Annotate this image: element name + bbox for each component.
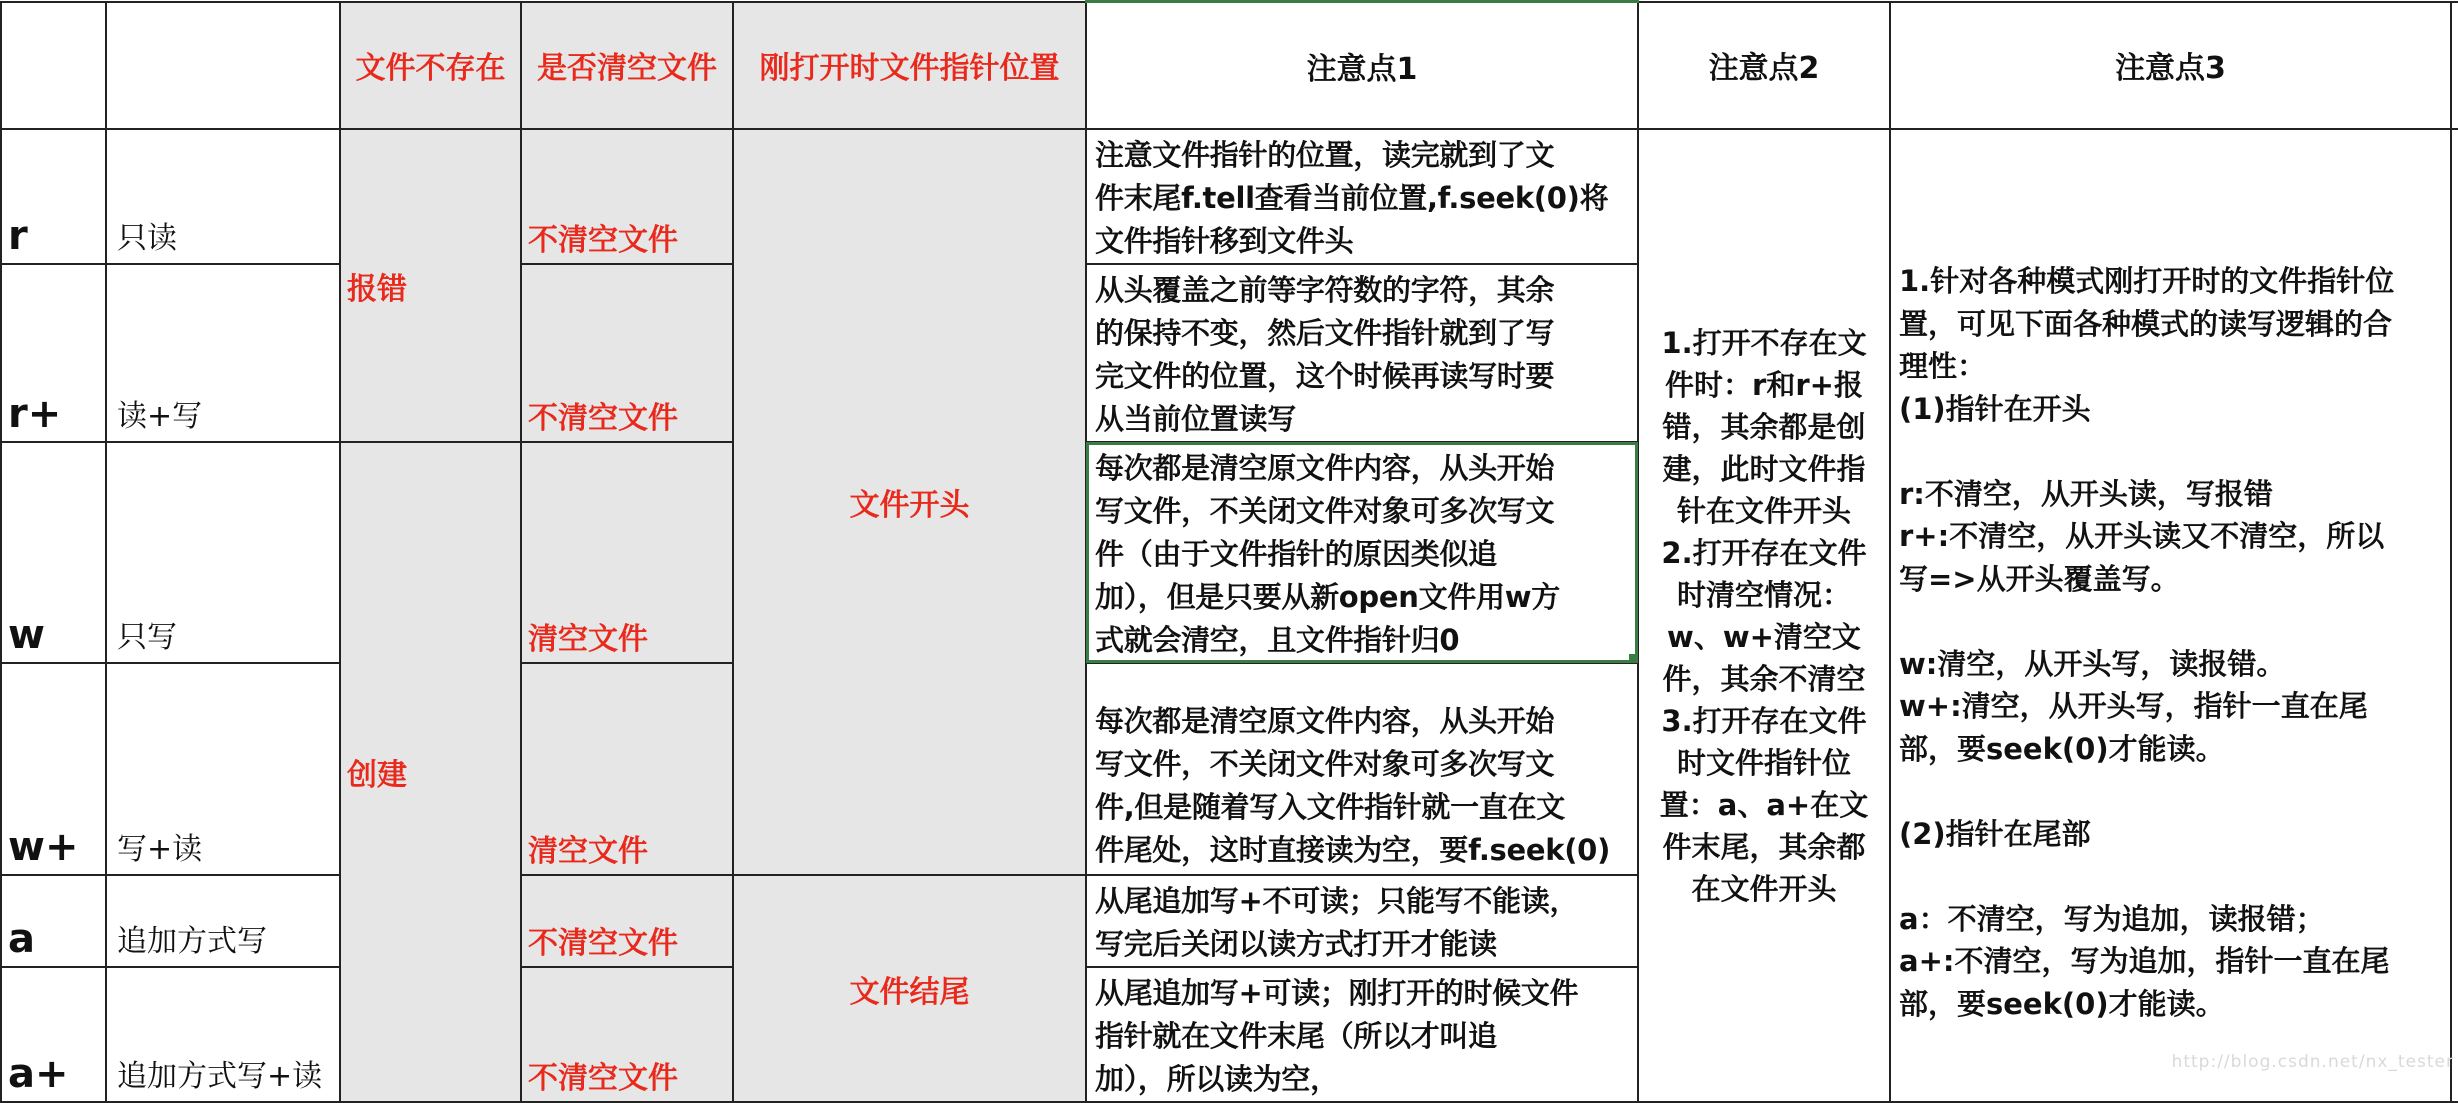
mode-cell[interactable]: r bbox=[1, 129, 106, 264]
selection-fill-handle[interactable] bbox=[1629, 654, 1638, 663]
mode-desc-cell[interactable]: 读+写 bbox=[106, 264, 340, 442]
note1-cell-selected[interactable]: 每次都是清空原文件内容，从头开始 写文件，不关闭文件对象可多次写文 件（由于文件指针的原因类似追 加），但是只要从新open文件用w方 式就会清空，且文件指针归0 bbox=[1086, 442, 1638, 663]
clear-cell[interactable]: 不清空文件 bbox=[521, 264, 733, 442]
mode-desc-cell[interactable]: 只读 bbox=[106, 129, 340, 264]
header-pointer[interactable]: 刚打开时文件指针位置 bbox=[733, 2, 1086, 130]
header-clear[interactable]: 是否清空文件 bbox=[521, 2, 733, 130]
note1-cell[interactable]: 注意文件指针的位置，读完就到了文 件末尾f.tell查看当前位置,f.seek(0)将 文件指针移到文件头 bbox=[1086, 129, 1638, 264]
note1-cell[interactable]: 从尾追加写+可读；刚打开的时候文件 指针就在文件末尾（所以才叫追 加），所以读为空， bbox=[1086, 967, 1638, 1102]
edge-cell bbox=[2451, 2, 2458, 130]
pointer-end-cell[interactable]: 文件结尾 bbox=[733, 875, 1086, 1102]
header-note2[interactable]: 注意点2 bbox=[1638, 2, 1890, 130]
header-empty-cell[interactable] bbox=[1, 2, 106, 130]
clear-cell[interactable]: 清空文件 bbox=[521, 442, 733, 663]
header-note3[interactable]: 注意点3 bbox=[1890, 2, 2451, 130]
edge-cell bbox=[2451, 129, 2458, 1102]
clear-cell[interactable]: 清空文件 bbox=[521, 663, 733, 875]
table-row bbox=[1, 129, 2458, 264]
not-exist-create-cell[interactable]: 创建 bbox=[340, 442, 521, 1102]
mode-cell[interactable]: a+ bbox=[1, 967, 106, 1102]
note1-cell[interactable]: 每次都是清空原文件内容，从头开始 写文件，不关闭文件对象可多次写文 件,但是随着写入文件指针就一直在文 件尾处，这时直接读为空，要f.seek(0) bbox=[1086, 663, 1638, 875]
clear-cell[interactable]: 不清空文件 bbox=[521, 967, 733, 1102]
mode-cell[interactable]: r+ bbox=[1, 264, 106, 442]
mode-cell[interactable]: w+ bbox=[1, 663, 106, 875]
mode-desc-cell[interactable]: 只写 bbox=[106, 442, 340, 663]
mode-desc-cell[interactable]: 追加方式写 bbox=[106, 875, 340, 967]
mode-desc-cell[interactable]: 追加方式写+读 bbox=[106, 967, 340, 1102]
watermark: http://blog.csdn.net/nx_tester bbox=[2171, 1052, 2454, 1072]
note1-cell[interactable]: 从头覆盖之前等字符数的字符，其余 的保持不变，然后文件指针就到了写 完文件的位置，这个时候再读写时要 从当前位置读写 bbox=[1086, 264, 1638, 442]
note2-cell[interactable]: 1.打开不存在文 件时：r和r+报 错，其余都是创 建，此时文件指 针在文件开头 2.打开存在文件 时清空情况： w、w+清空文 件，其余不清空 3.打开存在文件 时文件指针位 置：a、a+在文 件末尾，其余都 在文件开头 bbox=[1638, 129, 1890, 1102]
note1-cell[interactable]: 从尾追加写+不可读；只能写不能读， 写完后关闭以读方式打开才能读 bbox=[1086, 875, 1638, 967]
header-row bbox=[1, 2, 2458, 130]
mode-cell[interactable]: w bbox=[1, 442, 106, 663]
pointer-start-cell[interactable]: 文件开头 bbox=[733, 129, 1086, 875]
not-exist-error-cell[interactable]: 报错 bbox=[340, 129, 521, 442]
header-empty-cell[interactable] bbox=[106, 2, 340, 130]
mode-desc-cell[interactable]: 写+读 bbox=[106, 663, 340, 875]
clear-cell[interactable]: 不清空文件 bbox=[521, 129, 733, 264]
header-note1[interactable]: 注意点1 bbox=[1086, 2, 1638, 130]
note3-cell[interactable]: 1.针对各种模式刚打开时的文件指针位 置，可见下面各种模式的读写逻辑的合 理性： (1)指针在开头 r:不清空，从开头读，写报错 r+:不清空，从开头读又不清空，所以 写=>从开头覆盖写。 w:清空，从开头写，读报错。 w+:清空，从开头写，指针一直在尾 部，要seek(0)才能读。 (2)指针在尾部 a：不清空，写为追加，读报错； a+:不清空，写为追加，指针一直在尾 部，要seek(0)才能读。 bbox=[1890, 129, 2451, 1102]
clear-cell[interactable]: 不清空文件 bbox=[521, 875, 733, 967]
header-not-exist[interactable]: 文件不存在 bbox=[340, 2, 521, 130]
mode-cell[interactable]: a bbox=[1, 875, 106, 967]
